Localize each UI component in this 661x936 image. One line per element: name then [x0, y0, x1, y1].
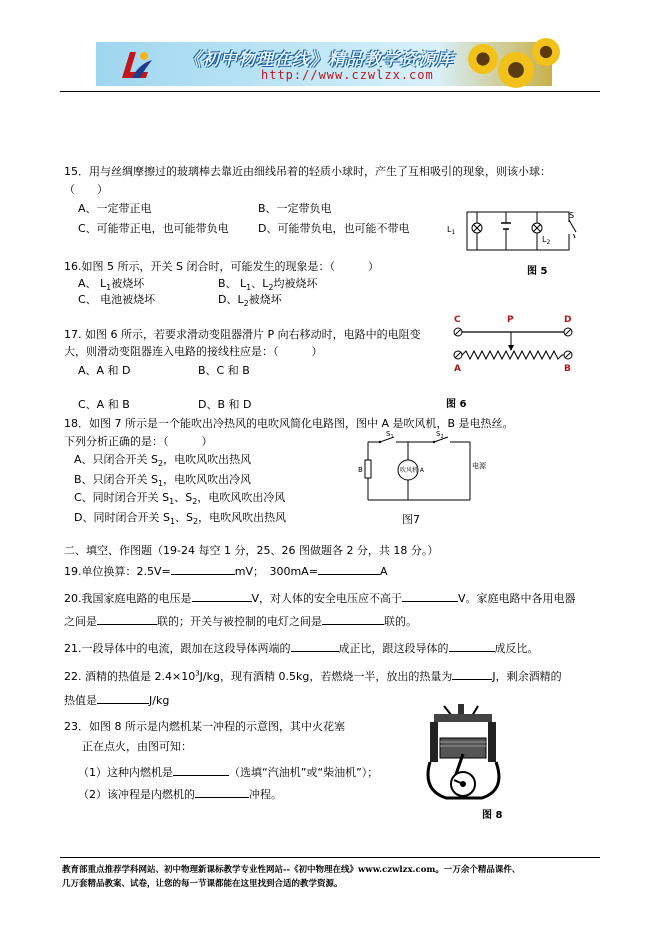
figure-8-caption: 图 8: [482, 810, 503, 821]
q21: 21.一段导体中的电流，跟加在这段导体两端的 成正比，跟这段导体的 成反比。: [64, 642, 539, 655]
q17-option-b: B、C 和 B: [198, 364, 250, 377]
q19-blank-2[interactable]: [318, 563, 380, 575]
fig6-b-label: B: [564, 364, 571, 374]
q19: 19.单位换算：2.5V= mV； 300mA= A: [64, 565, 388, 578]
q22-blank-1[interactable]: [452, 668, 492, 680]
fig7-s2-label: $S_2$: [436, 430, 444, 440]
sunflower-image: [532, 38, 560, 66]
q23-blank-2[interactable]: [195, 786, 249, 798]
q17-line2: 大，则滑动变阻器连入电路的接线柱应是：（ ）: [64, 345, 323, 358]
figure-5-caption: 图 5: [527, 266, 548, 277]
q15-option-a: A、一定带正电: [78, 202, 152, 215]
q16-option-c: C、 电池被烧坏: [78, 293, 156, 306]
q21-blank-1[interactable]: [291, 640, 339, 652]
fig5-s-label: S: [569, 211, 575, 220]
banner-url[interactable]: http://www.czwlzx.com: [261, 68, 434, 82]
q18-option-a: A、只闭合开关 $S_2$，电吹风吹出热风: [74, 453, 252, 469]
fig6-c-label: C: [454, 315, 461, 325]
q23-part2: （2）该冲程是内燃机的 冲程。: [78, 788, 282, 801]
q20-line1: 20.我国家庭电路的电压是 V，对人体的安全电压应不高于 V。家庭电路中各用电器: [64, 592, 576, 605]
q23-line2: 正在点火，由图可知：: [82, 740, 192, 753]
q23-blank-1[interactable]: [173, 764, 229, 776]
footer-line1: 教育部重点推荐学科网站、初中物理新课标教学专业性网站--《初中物理在线》www.czwlzx.com。一万余个精品课件、: [62, 865, 521, 875]
fig7-fan-label: 吹风机 A: [400, 467, 425, 474]
q20-line2: 之间是 联的；开关与被控制的电灯之间是 联的。: [64, 615, 417, 628]
q18-option-c: C、同时闭合开关 $S_1$、$S_2$，电吹风吹出冷风: [74, 491, 286, 507]
q16-stem: 16.如图 5 所示，开关 S 闭合时，可能发生的现象是：（ ）: [64, 260, 379, 273]
fig7-s1-label: $S_1$: [386, 430, 394, 440]
q20-blank-3[interactable]: [97, 613, 157, 625]
q15-option-b: B、一定带负电: [258, 202, 332, 215]
figure-6-rheostat: [448, 312, 580, 374]
figure-7-caption: 图7: [402, 513, 420, 526]
fig7-source-label: 电源: [472, 462, 486, 470]
q17-option-a: A、A 和 D: [78, 364, 131, 377]
figure-8-engine: [416, 702, 516, 802]
header-rule: [60, 91, 600, 92]
q20-blank-4[interactable]: [322, 613, 384, 625]
fig7-b-label: B: [358, 466, 363, 474]
figure-5-circuit: [445, 208, 585, 258]
figure-6-caption: 图 6: [446, 399, 467, 410]
fig6-d-label: D: [564, 315, 572, 325]
q20-blank-2[interactable]: [402, 590, 458, 602]
q16-option-b: B、 $L_1$、$L_2$均被烧坏: [218, 277, 318, 293]
sunflower-image: [468, 44, 498, 74]
fig5-l1-label: $L_1$: [447, 225, 456, 236]
footer-rule: [60, 857, 600, 858]
q18-option-d: D、同时闭合开关 $S_1$、$S_2$，电吹风吹出热风: [74, 511, 287, 527]
q18-option-b: B、只闭合开关 $S_1$，电吹风吹出冷风: [74, 473, 252, 489]
figure-7-hairdryer-circuit: [360, 432, 496, 506]
q22-line2: 热值是 J/kg: [64, 694, 170, 707]
q15-option-d: D、可能带负电，也可能不带电: [258, 222, 410, 235]
q16-option-d: D、$L_2$被烧坏: [218, 293, 282, 309]
banner-title: 《初中物理在线》精品教学资源库: [184, 50, 454, 70]
q23-part1: （1）这种内燃机是 （选填“汽油机”或“柴油机”）；: [78, 766, 379, 779]
logo-icon: [118, 48, 154, 82]
header-banner: [96, 42, 552, 86]
q21-blank-2[interactable]: [449, 640, 495, 652]
q18-stem: 18．如图 7 所示是一个能吹出冷热风的电吹风简化电路图，图中 A 是吹风机，B 是电热丝。: [64, 417, 514, 430]
q22-line1: 22. 酒精的热值是 $2.4\times 10^3J/kg$，现有酒精 0.5kg，若燃烧一半，放出的热量为 J，剩余酒精的: [64, 669, 562, 683]
fig6-p-label: P: [507, 315, 514, 325]
q19-blank-1[interactable]: [171, 563, 235, 575]
fig6-a-label: A: [454, 364, 461, 374]
q15-paren: （ ）: [64, 183, 108, 196]
q17-line1: 17. 如图 6 所示，若要求滑动变阻器滑片 P 向右移动时，电路中的电阻变: [64, 328, 421, 341]
q17-option-c: C、A 和 B: [78, 398, 130, 411]
footer-line2: 几万套精品教案、试卷，让您的每一节课都能在这里找到合适的教学资源。: [62, 879, 343, 889]
q17-option-d: D、B 和 D: [198, 398, 252, 411]
q22-blank-2[interactable]: [97, 692, 149, 704]
sunflower-image: [498, 52, 534, 88]
q16-option-a: A、 $L_1$被烧坏: [78, 277, 145, 293]
q15-option-c: C、可能带正电，也可能带负电: [78, 222, 229, 235]
q23-line1: 23．如图 8 所示是内燃机某一冲程的示意图，其中火花塞: [64, 720, 345, 733]
q18-sub: 下列分析正确的是：（ ）: [64, 435, 213, 448]
fig5-l2-label: $L_2$: [542, 235, 551, 246]
q20-blank-1[interactable]: [192, 590, 252, 602]
q15-stem: 15．用与丝绸摩擦过的玻璃棒去靠近由细线吊着的轻质小球时，产生了互相吸引的现象，则该小球：: [64, 165, 551, 178]
section-2-title: 二、填空、作图题（19-24 每空 1 分，25、26 图做题各 2 分，共 18 分。）: [64, 544, 439, 557]
